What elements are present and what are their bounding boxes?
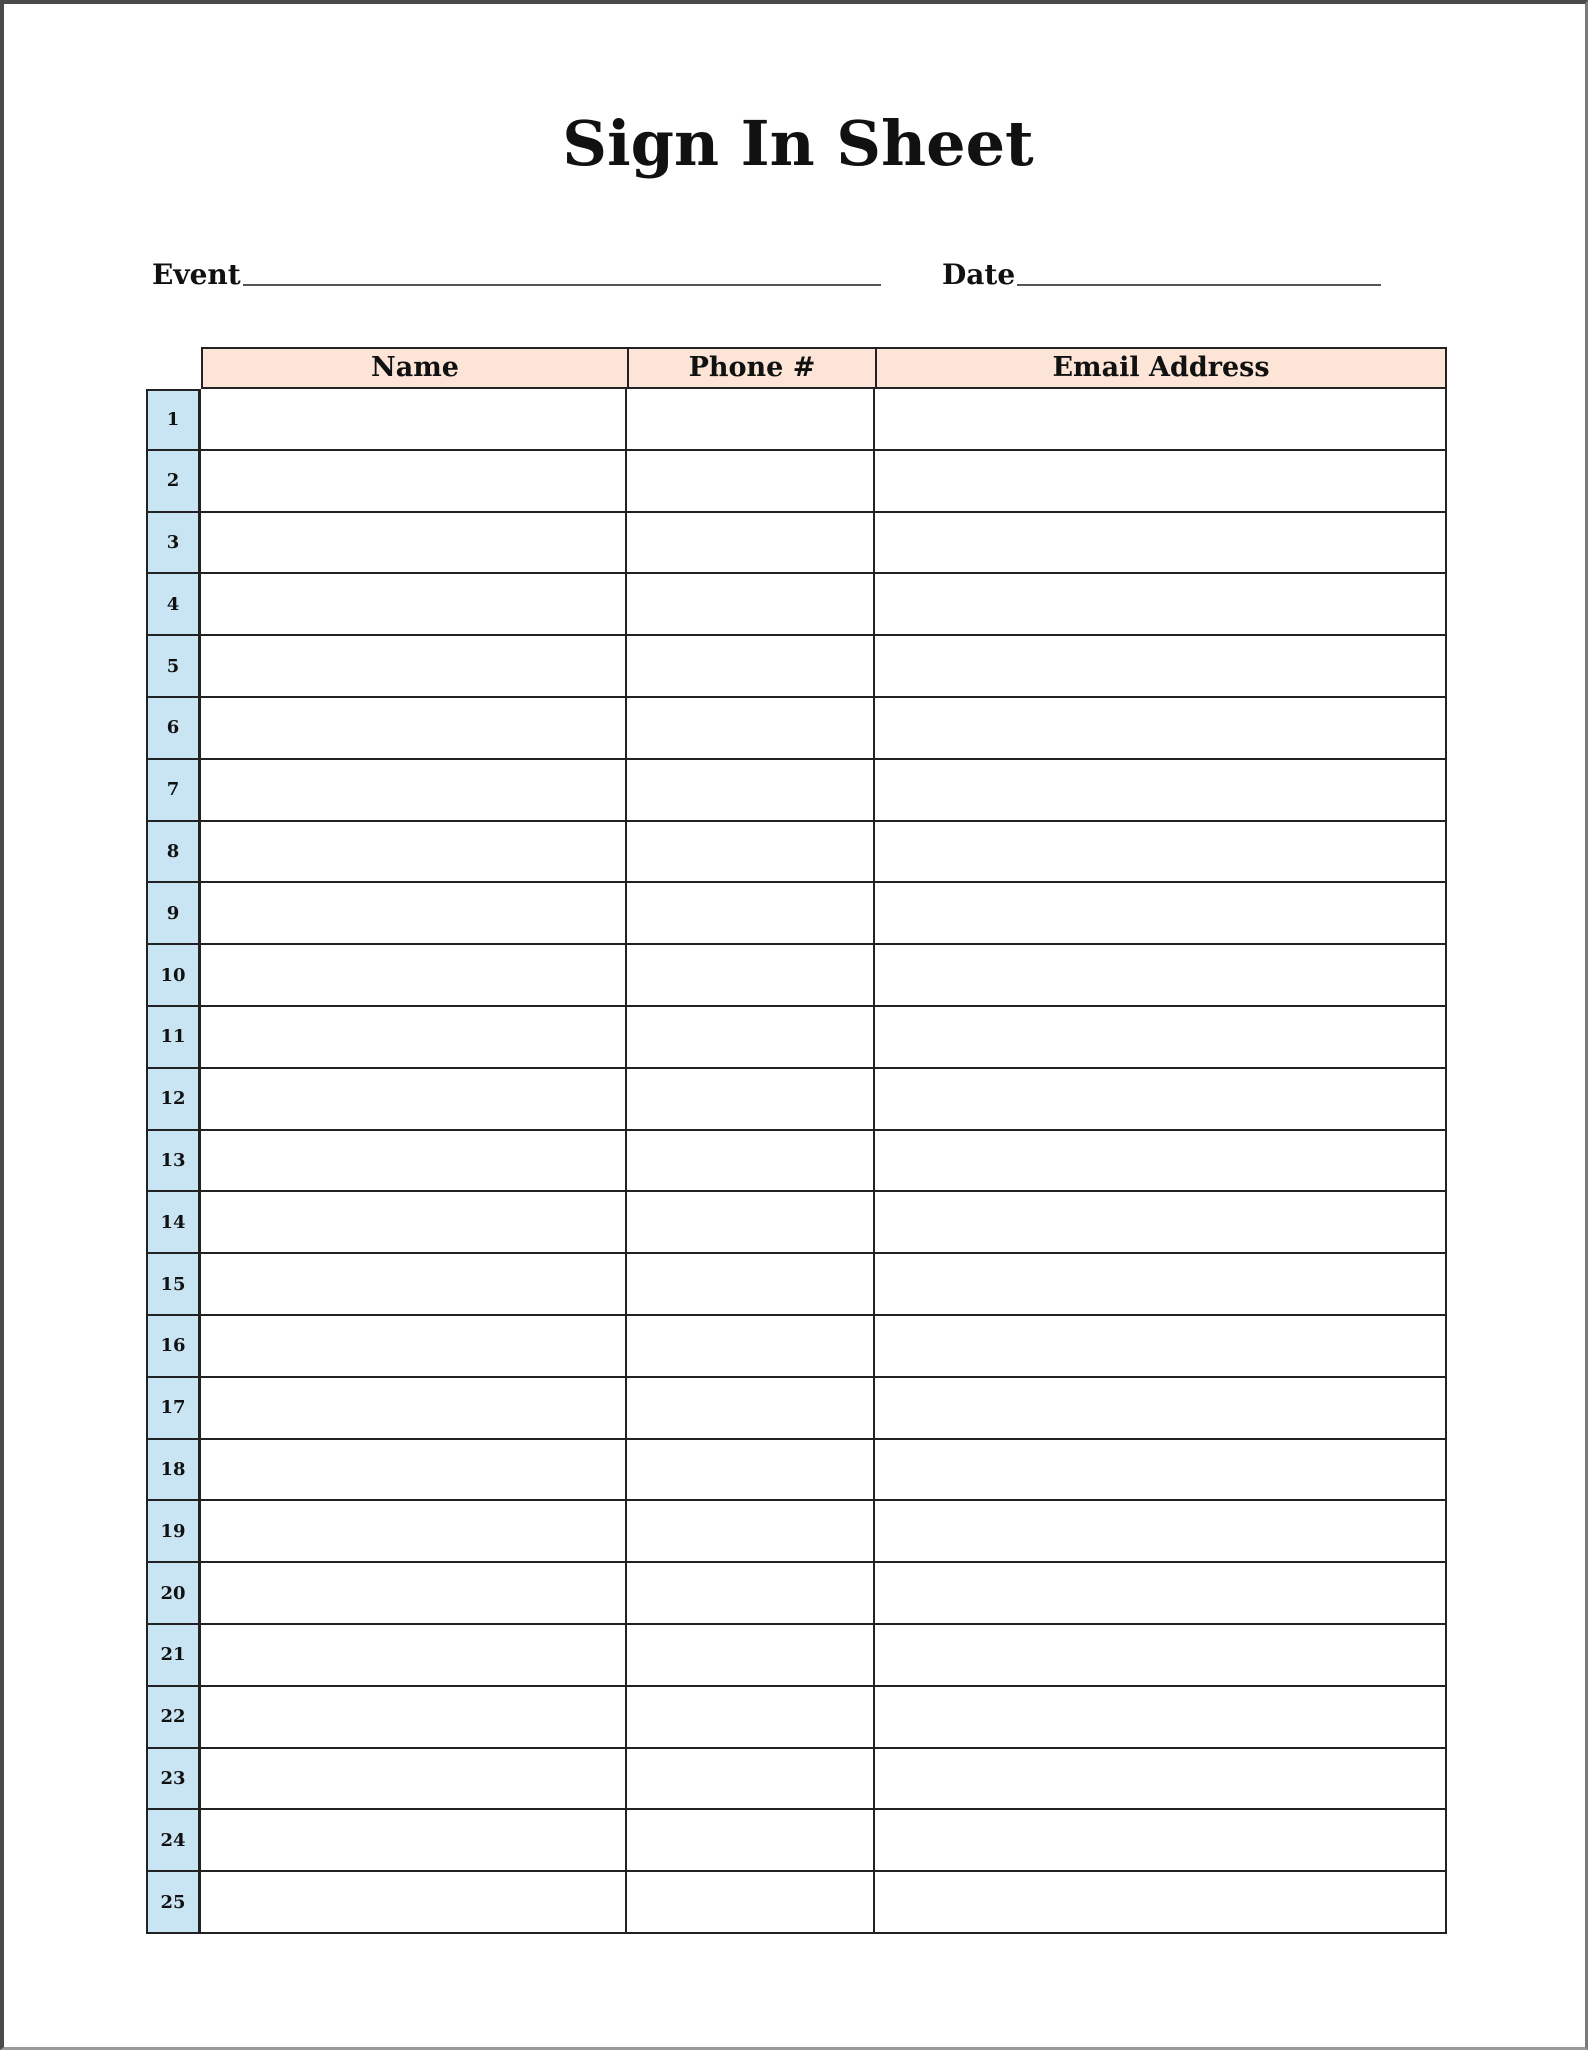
date-blank-line[interactable] [1017,284,1381,286]
column-header-email: Email Address [875,347,1447,389]
table-row [146,513,1447,575]
phone-cell[interactable] [627,1749,875,1811]
table-row [146,1625,1447,1687]
page-title: Sign In Sheet [562,107,1034,180]
phone-cell[interactable] [627,822,875,884]
event-field[interactable] [152,252,881,292]
table-row [146,1131,1447,1193]
email-cell[interactable] [875,1501,1447,1563]
table-row [146,389,1447,451]
row-number: 17 [146,1378,201,1440]
phone-cell[interactable] [627,945,875,1007]
table-row [146,1749,1447,1811]
table-row [146,883,1447,945]
email-cell[interactable] [875,945,1447,1007]
name-cell[interactable] [201,1872,627,1934]
phone-cell[interactable] [627,760,875,822]
row-number: 12 [146,1069,201,1131]
row-number: 21 [146,1625,201,1687]
email-cell[interactable] [875,1007,1447,1069]
phone-cell[interactable] [627,636,875,698]
row-number: 19 [146,1501,201,1563]
phone-cell[interactable] [627,389,875,451]
row-number: 3 [146,513,201,575]
email-cell[interactable] [875,574,1447,636]
email-cell[interactable] [875,1192,1447,1254]
email-cell[interactable] [875,1316,1447,1378]
name-cell[interactable] [201,1810,627,1872]
table-row [146,945,1447,1007]
table-row [146,698,1447,760]
name-cell[interactable] [201,1563,627,1625]
email-cell[interactable] [875,1254,1447,1316]
name-cell[interactable] [201,513,627,575]
table-row [146,1007,1447,1069]
row-number: 13 [146,1131,201,1193]
row-number: 18 [146,1440,201,1502]
phone-cell[interactable] [627,574,875,636]
email-cell[interactable] [875,1687,1447,1749]
email-cell[interactable] [875,1069,1447,1131]
email-cell[interactable] [875,1440,1447,1502]
row-number: 24 [146,1810,201,1872]
name-cell[interactable] [201,945,627,1007]
table-row [146,451,1447,513]
email-cell[interactable] [875,822,1447,884]
name-cell[interactable] [201,883,627,945]
email-cell[interactable] [875,1625,1447,1687]
name-cell[interactable] [201,1378,627,1440]
phone-cell[interactable] [627,1378,875,1440]
phone-cell[interactable] [627,698,875,760]
email-cell[interactable] [875,1131,1447,1193]
row-number: 15 [146,1254,201,1316]
phone-cell[interactable] [627,1563,875,1625]
phone-cell[interactable] [627,451,875,513]
name-cell[interactable] [201,1254,627,1316]
name-cell[interactable] [201,1316,627,1378]
table-body [146,389,1447,1934]
phone-cell[interactable] [627,1810,875,1872]
name-cell[interactable] [201,451,627,513]
phone-cell[interactable] [627,1192,875,1254]
phone-cell[interactable] [627,1501,875,1563]
name-cell[interactable] [201,1625,627,1687]
email-cell[interactable] [875,1810,1447,1872]
phone-cell[interactable] [627,1625,875,1687]
table-row [146,636,1447,698]
table-header-row [201,347,1447,389]
column-header-name: Name [201,347,627,389]
row-number: 5 [146,636,201,698]
name-cell[interactable] [201,760,627,822]
row-number: 23 [146,1749,201,1811]
row-number: 6 [146,698,201,760]
name-cell[interactable] [201,574,627,636]
email-cell[interactable] [875,698,1447,760]
table-row [146,822,1447,884]
email-cell[interactable] [875,389,1447,451]
name-cell[interactable] [201,822,627,884]
date-label: Date [942,258,1016,291]
name-cell[interactable] [201,1440,627,1502]
email-cell[interactable] [875,1378,1447,1440]
name-cell[interactable] [201,389,627,451]
phone-cell[interactable] [627,1254,875,1316]
email-cell[interactable] [875,636,1447,698]
table-row [146,1254,1447,1316]
row-number: 25 [146,1872,201,1934]
row-number: 10 [146,945,201,1007]
name-cell[interactable] [201,1501,627,1563]
table-row [146,1687,1447,1749]
phone-cell[interactable] [627,1007,875,1069]
row-number: 1 [146,389,201,451]
event-blank-line[interactable] [243,284,881,286]
name-cell[interactable] [201,1192,627,1254]
row-number: 20 [146,1563,201,1625]
table-row [146,1872,1447,1934]
table-row [146,1440,1447,1502]
table-row [146,1192,1447,1254]
table-row [146,1810,1447,1872]
row-number: 4 [146,574,201,636]
table-row [146,1069,1447,1131]
email-cell[interactable] [875,451,1447,513]
name-cell[interactable] [201,1131,627,1193]
phone-cell[interactable] [627,1069,875,1131]
row-number: 14 [146,1192,201,1254]
phone-cell[interactable] [627,513,875,575]
name-cell[interactable] [201,1687,627,1749]
table-row [146,574,1447,636]
name-cell[interactable] [201,1007,627,1069]
row-number: 7 [146,760,201,822]
date-field[interactable] [942,252,1381,292]
table-row [146,1378,1447,1440]
phone-cell[interactable] [627,1131,875,1193]
name-cell[interactable] [201,1749,627,1811]
row-number: 11 [146,1007,201,1069]
row-number: 2 [146,451,201,513]
row-number: 9 [146,883,201,945]
phone-cell[interactable] [627,1440,875,1502]
column-header-phone: Phone # [627,347,875,389]
phone-cell[interactable] [627,1316,875,1378]
email-cell[interactable] [875,760,1447,822]
email-cell[interactable] [875,1872,1447,1934]
table-row [146,1563,1447,1625]
name-cell[interactable] [201,1069,627,1131]
phone-cell[interactable] [627,883,875,945]
email-cell[interactable] [875,1749,1447,1811]
row-number: 22 [146,1687,201,1749]
table-row [146,1501,1447,1563]
email-cell[interactable] [875,513,1447,575]
event-label: Event [152,258,241,291]
table-row [146,760,1447,822]
sign-in-table [146,347,1449,1935]
name-cell[interactable] [201,636,627,698]
name-cell[interactable] [201,698,627,760]
phone-cell[interactable] [627,1872,875,1934]
email-cell[interactable] [875,1563,1447,1625]
row-number: 16 [146,1316,201,1378]
table-row [146,1316,1447,1378]
row-number: 8 [146,822,201,884]
email-cell[interactable] [875,883,1447,945]
phone-cell[interactable] [627,1687,875,1749]
